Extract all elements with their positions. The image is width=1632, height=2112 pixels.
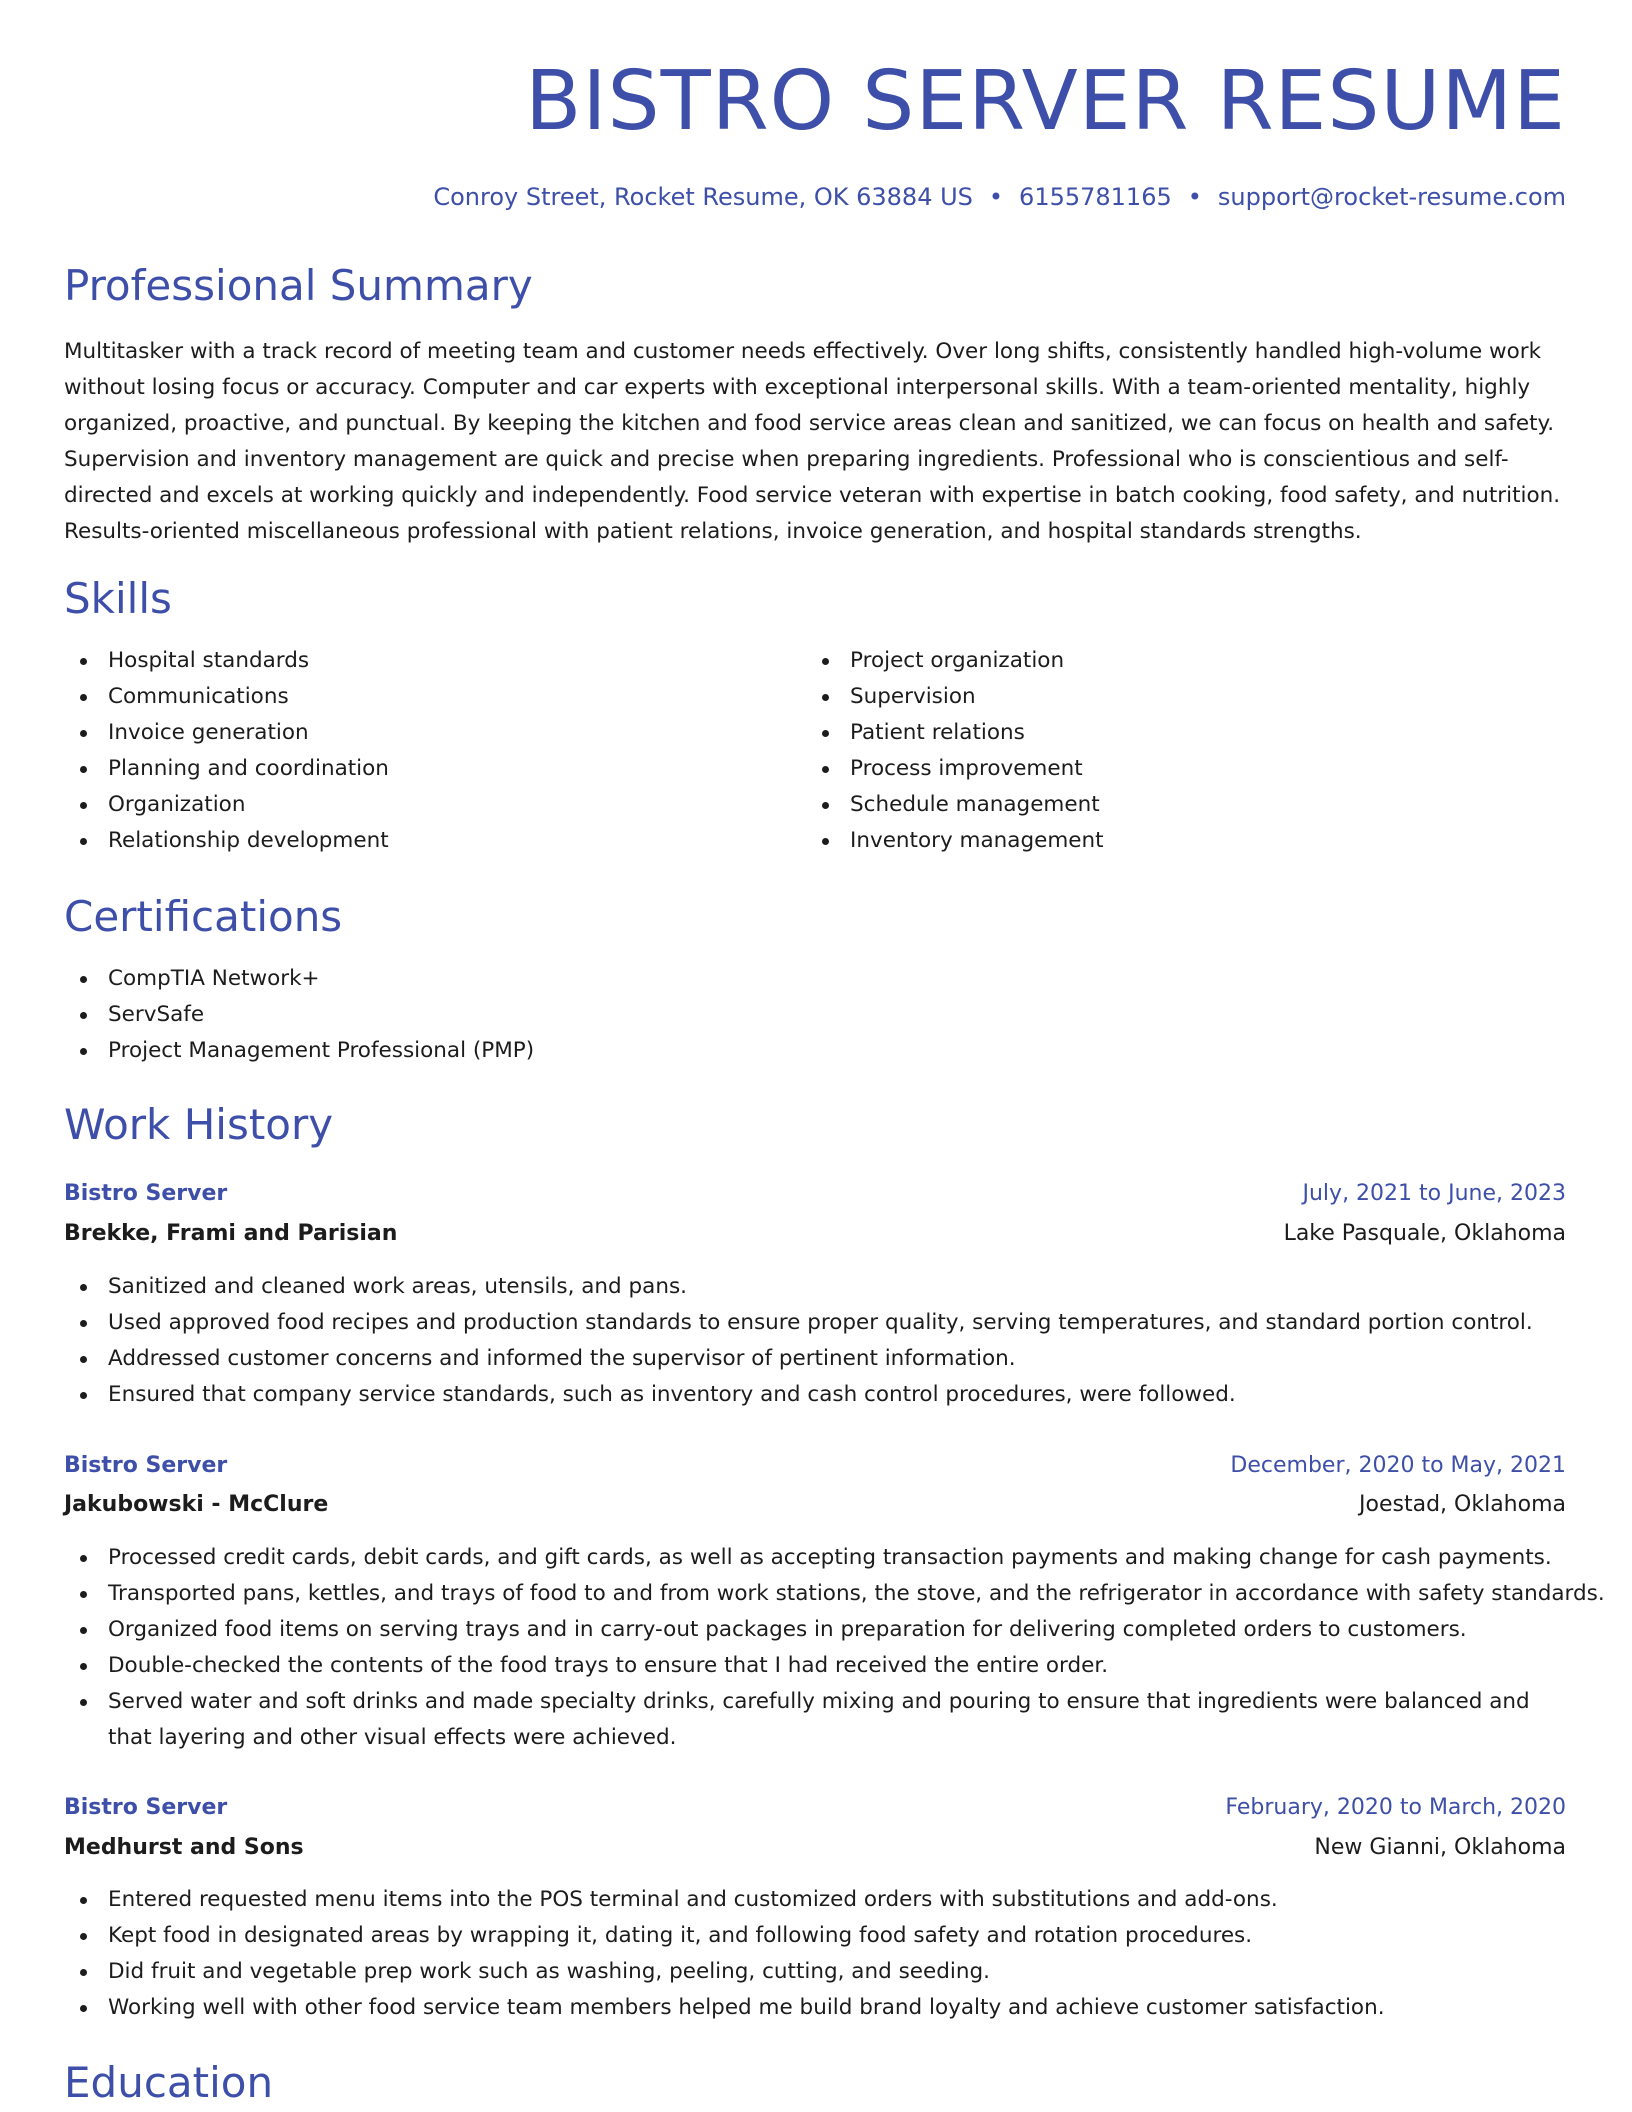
skill-item: Supervision <box>806 679 1506 715</box>
job-bullets <box>64 1882 1566 2026</box>
contact-separator: • <box>1187 183 1202 211</box>
job-bullet: Organized food items on serving trays and in carry-out packages in preparation for delivering completed orders to customers. <box>64 1612 1566 1648</box>
job-bullet: Working well with other food service team members helped me build brand loyalty and achieve customer satisfaction. <box>64 1990 1566 2026</box>
skill-item: Relationship development <box>64 823 764 859</box>
certifications-list <box>64 961 1566 1069</box>
job-subheader <box>64 1487 1566 1523</box>
certification-item: Project Management Professional (PMP) <box>64 1033 1566 1069</box>
job-bullet: Processed credit cards, debit cards, and gift cards, as well as accepting transaction payments and making change for cash payments. <box>64 1540 1566 1576</box>
skill-item: Planning and coordination <box>64 751 764 787</box>
job-title: Bistro Server <box>64 1453 228 1478</box>
skills-list-left <box>64 643 764 859</box>
skill-item: Patient relations <box>806 715 1506 751</box>
job-bullet: Kept food in designated areas by wrapping it, dating it, and following food safety and rotation procedures. <box>64 1918 1566 1954</box>
job-title: Bistro Server <box>64 1795 228 1820</box>
job-header <box>64 1448 1566 1484</box>
summary-text: Multitasker with a track record of meeting team and customer needs effectively. Over long shifts, consistently handled high-volume work without losing focus or accuracy. Computer and car experts with exceptional interpersonal skills. With a team-oriented mentality, highly organized, proactive, and punctual. By keeping the kitchen and food service areas clean and sanitized, we can focus on health and safety. Supervision and inventory management are quick and precise when preparing ingredients. Professional who is conscientious and self-directed and excels at working quickly and independently. Food service veteran with expertise in batch cooking, food safety, and nutrition. Results-oriented miscellaneous professional with patient relations, invoice generation, and hospital standards strengths. <box>64 339 1561 544</box>
skills-heading: Skills <box>64 574 172 623</box>
skill-item: Schedule management <box>806 787 1506 823</box>
resume-title: BISTRO SERVER RESUME <box>525 54 1566 149</box>
skill-item: Communications <box>64 679 764 715</box>
education-heading: Education <box>64 2058 274 2107</box>
job-bullet: Addressed customer concerns and informed the supervisor of pertinent information. <box>64 1341 1566 1377</box>
job-dates: July, 2021 to June, 2023 <box>1302 1181 1566 1206</box>
job-company: Jakubowski - McClure <box>64 1492 329 1517</box>
job-bullet: Served water and soft drinks and made specialty drinks, carefully mixing and pouring to ensure that ingredients were balanced and that layering and other visual effects were achieved. <box>64 1684 1566 1756</box>
job-location: Lake Pasquale, Oklahoma <box>1283 1221 1566 1246</box>
job-header <box>64 1790 1566 1826</box>
job-subheader <box>64 1216 1566 1252</box>
job-company: Brekke, Frami and Parisian <box>64 1221 398 1246</box>
skill-item: Project organization <box>806 643 1506 679</box>
job-bullets <box>64 1269 1566 1413</box>
job-bullet: Sanitized and cleaned work areas, utensils, and pans. <box>64 1269 1566 1305</box>
work-history-heading: Work History <box>64 1100 334 1149</box>
skill-item: Hospital standards <box>64 643 764 679</box>
skill-item: Process improvement <box>806 751 1506 787</box>
job-bullet: Ensured that company service standards, such as inventory and cash control procedures, were followed. <box>64 1377 1566 1413</box>
job-dates: February, 2020 to March, 2020 <box>1225 1795 1566 1820</box>
job-title: Bistro Server <box>64 1181 228 1206</box>
job-header <box>64 1176 1566 1212</box>
job-bullet: Did fruit and vegetable prep work such as washing, peeling, cutting, and seeding. <box>64 1954 1566 1990</box>
skills-list-right <box>806 643 1506 859</box>
job-subheader <box>64 1830 1566 1866</box>
job-dates: December, 2020 to May, 2021 <box>1230 1453 1566 1478</box>
contact-separator: • <box>988 183 1004 211</box>
summary-heading: Professional Summary <box>64 261 533 310</box>
skill-item: Organization <box>64 787 764 823</box>
job-bullet: Entered requested menu items into the POS terminal and customized orders with substitutions and add-ons. <box>64 1882 1566 1918</box>
job-bullet: Used approved food recipes and production standards to ensure proper quality, serving temperatures, and standard portion control. <box>64 1305 1566 1341</box>
job-location: Joestad, Oklahoma <box>1359 1492 1566 1517</box>
certification-item: ServSafe <box>64 997 1566 1033</box>
certification-item: CompTIA Network+ <box>64 961 1566 997</box>
job-bullet: Transported pans, kettles, and trays of food to and from work stations, the stove, and the refrigerator in accordance with safety standards. <box>64 1576 1566 1612</box>
job-bullet: Double-checked the contents of the food trays to ensure that I had received the entire order. <box>64 1648 1566 1684</box>
skill-item: Inventory management <box>806 823 1506 859</box>
certifications-heading: Certifications <box>64 892 343 941</box>
job-company: Medhurst and Sons <box>64 1835 304 1860</box>
contact-phone: 6155781165 <box>1019 183 1172 211</box>
job-bullets <box>64 1540 1605 1756</box>
job-location: New Gianni, Oklahoma <box>1314 1835 1566 1860</box>
contact-address: Conroy Street, Rocket Resume, OK 63884 US <box>433 183 973 211</box>
contact-line <box>433 180 1566 214</box>
contact-email: support@rocket-resume.com <box>1217 183 1566 211</box>
skill-item: Invoice generation <box>64 715 764 751</box>
